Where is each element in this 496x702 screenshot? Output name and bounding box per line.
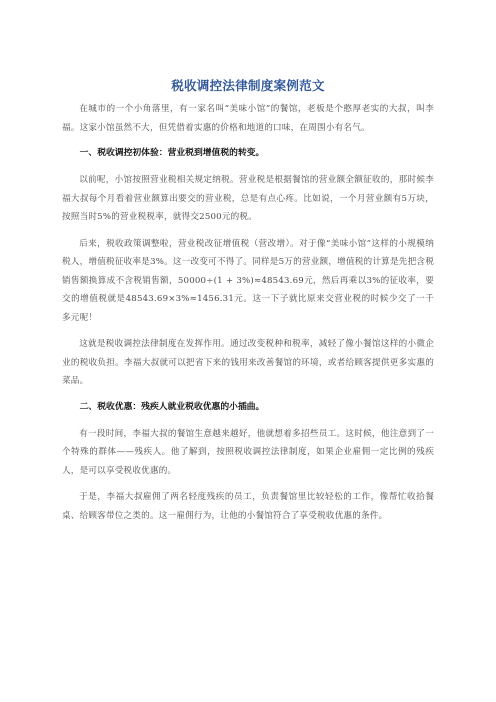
- section-2-paragraph-2: 于是，李福大叔雇佣了两名轻度残疾的员工，负责餐馆里比较轻松的工作，像帮忙收拾餐桌、给顾客带位之类的。这一雇佣行为，让他的小餐馆符合了享受税收优惠的条件。: [62, 492, 434, 521]
- section-2-heading: 二、税收优惠：残疾人就业税收优惠的小插曲。: [79, 401, 265, 412]
- section-1-paragraph-1: 以前呢，小馆按照营业税相关规定纳税。营业税是根据餐馆的营业额全额征收的，那时候李福大叔每个月看着营业额算出要交的营业税，总是有点心疼。比如说，一个月营业额有5万块，按照当时5%的营业税税率，就得交2500元的税。: [62, 175, 434, 222]
- document-page: [62, 76, 434, 533]
- section-1-heading: 一、税收调控初体验：营业税到增值税的转变。: [79, 148, 265, 158]
- section-2-paragraph-1: 有一段时间，李福大叔的餐馆生意越来越好，他就想着多招些员工。这时候，他注意到了一个特殊的群体——残疾人。他了解到，按照税收调控法律制度，如果企业雇佣一定比例的残疾人，是可以享受税收优惠的。: [62, 428, 434, 476]
- section-1-paragraph-2: 后来，税收政策调整啦，营业税改征增值税（营改增）。对于像“美味小馆”这样的小规模纳税人，增值税征收率是3%。这一改变可不得了。同样是5万的营业额，增值税的计算是先把含税销售额换算成不含税销售额，50000÷(1 + 3%)≈48543.69元，然后再乘以3%的征收率，要交的增值税就是48543.69×3%≈1456.31元。这一下子就比原来交营业税的时候少交了一千多元呢！: [62, 238, 434, 323]
- section-1-paragraph-3: 这就是税收调控法律制度在发挥作用。通过改变税种和税率，减轻了像小餐馆这样的小微企业的税收负担。李福大叔就可以把省下来的钱用来改善餐馆的环境，或者给顾客提供更多实惠的菜品。: [62, 339, 434, 386]
- intro-paragraph: 在城市的一个小角落里，有一家名叫“美味小馆”的餐馆，老板是个憨厚老实的大叔，叫李福。这家小馆虽然不大，但凭借着实惠的价格和地道的口味，在周围小有名气。: [62, 104, 434, 133]
- document-title: 税收调控法律制度案例范文: [171, 78, 325, 93]
